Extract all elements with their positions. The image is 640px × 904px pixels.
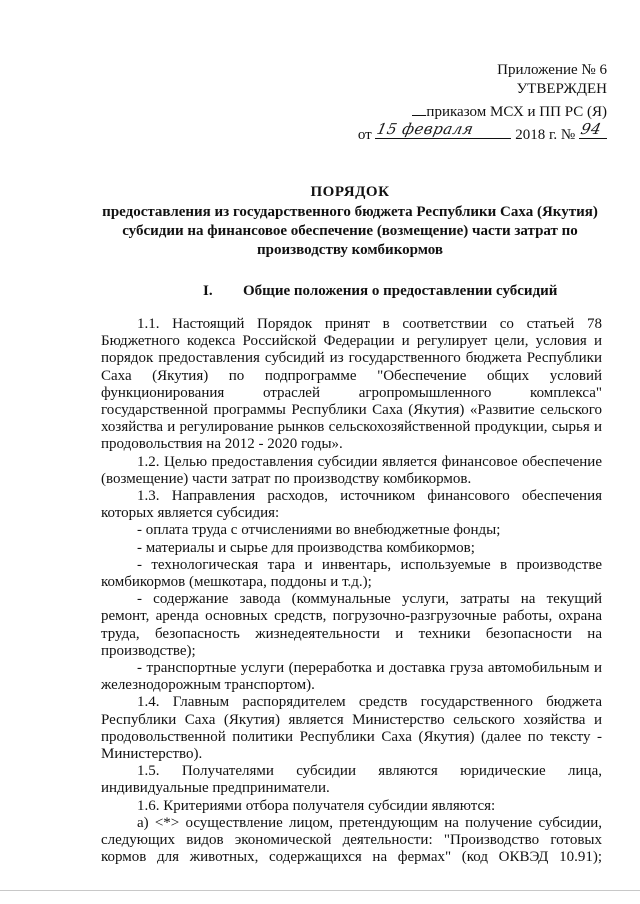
order-reference <box>358 99 607 122</box>
date-prefix: от <box>357 127 372 143</box>
document-subtitle-line-3: производству комбикормов <box>257 242 443 258</box>
handwritten-date-field <box>375 122 511 139</box>
order-date-line <box>358 122 607 145</box>
list-item-labor: - оплата труда с отчислениями во внебюджетные фонды; <box>137 522 501 539</box>
handwritten-number: 94 <box>579 120 604 138</box>
document-subtitle-line-1: предоставления из государственного бюджета Республики Саха (Якутия) <box>102 204 598 220</box>
list-item-plant-maintenance: - содержание завода (коммунальные услуги, затраты на текущий ремонт, аренда основных средств, погрузочно-разгрузочные работы, охрана труда, безопасность жизнедеятельности и техники безопасности на производстве); <box>101 591 602 659</box>
date-year-number-label: 2018 г. № <box>515 127 576 143</box>
criterion-a: а) <*> осуществление лицом, претендующим на получение субсидии, следующих видов экономической деятельности: "Производство готовых кормов для животных, содержащихся на фермах" (код ОКВЭД 10.91); <box>101 814 602 866</box>
document-body <box>101 316 602 867</box>
list-item-transport: - транспортные услуги (переработка и доставка груза автомобильным и железнодорожным транспортом). <box>101 660 602 694</box>
document-title: ПОРЯДОК <box>310 184 390 200</box>
paragraph-1-1: 1.1. Настоящий Порядок принят в соответствии со статьей 78 Бюджетного кодекса Российской Федерации и регулирует цели, условия и порядок предоставления субсидий из государственного бюджета Республики Саха (Якутия) по подпрограмме "Обеспечение общих условий функционирования отраслей агропромышленного комплекса" государственной программы Республики Саха (Якутия) «Развитие сельского хозяйства и регулирование рынков сельскохозяйственной продукции, сырья и продовольствия на 2012 - 2020 годы». <box>101 316 602 453</box>
paragraph-1-2: 1.2. Целью предоставления субсидии является финансовое обеспечение (возмещение) части затрат по производству комбикормов. <box>101 453 602 487</box>
section-heading <box>203 283 557 300</box>
section-title: Общие положения о предоставлении субсидий <box>243 283 558 299</box>
section-number: I. <box>203 283 213 299</box>
list-item-packaging: - технологическая тара и инвентарь, используемые в производстве комбикормов (мешкотара, поддоны и т.д.); <box>101 556 602 591</box>
document-title-block <box>70 183 630 260</box>
approved-label: УТВЕРЖДЕН <box>516 81 607 97</box>
paragraph-1-6: 1.6. Критериями отбора получателя субсидии являются: <box>137 797 496 814</box>
paragraph-1-5: 1.5. Получателями субсидии являются юридические лица, индивидуальные предприниматели. <box>101 763 602 797</box>
approval-stamp-block <box>358 61 607 145</box>
order-reference-text: приказом МСХ и ПП РС (Я) <box>426 104 607 120</box>
handwritten-number-field <box>579 122 607 139</box>
scan-edge-rule <box>0 890 640 891</box>
paragraph-1-3: 1.3. Направления расходов, источником финансового обеспечения которых является субсидия: <box>101 488 602 522</box>
appendix-number: Приложение № 6 <box>497 62 607 78</box>
handwritten-date: 15 февраля <box>375 120 476 138</box>
paragraph-1-4: 1.4. Главным распорядителем средств государственного бюджета Республики Саха (Якутия) является Министерство сельского хозяйства и продовольственной политики Республики Саха (Якутия) (далее по тексту - Министерство). <box>101 694 602 763</box>
document-subtitle-line-2: субсидии на финансовое обеспечение (возмещение) части затрат по <box>122 223 578 239</box>
list-item-materials: - материалы и сырье для производства комбикормов; <box>137 539 475 556</box>
